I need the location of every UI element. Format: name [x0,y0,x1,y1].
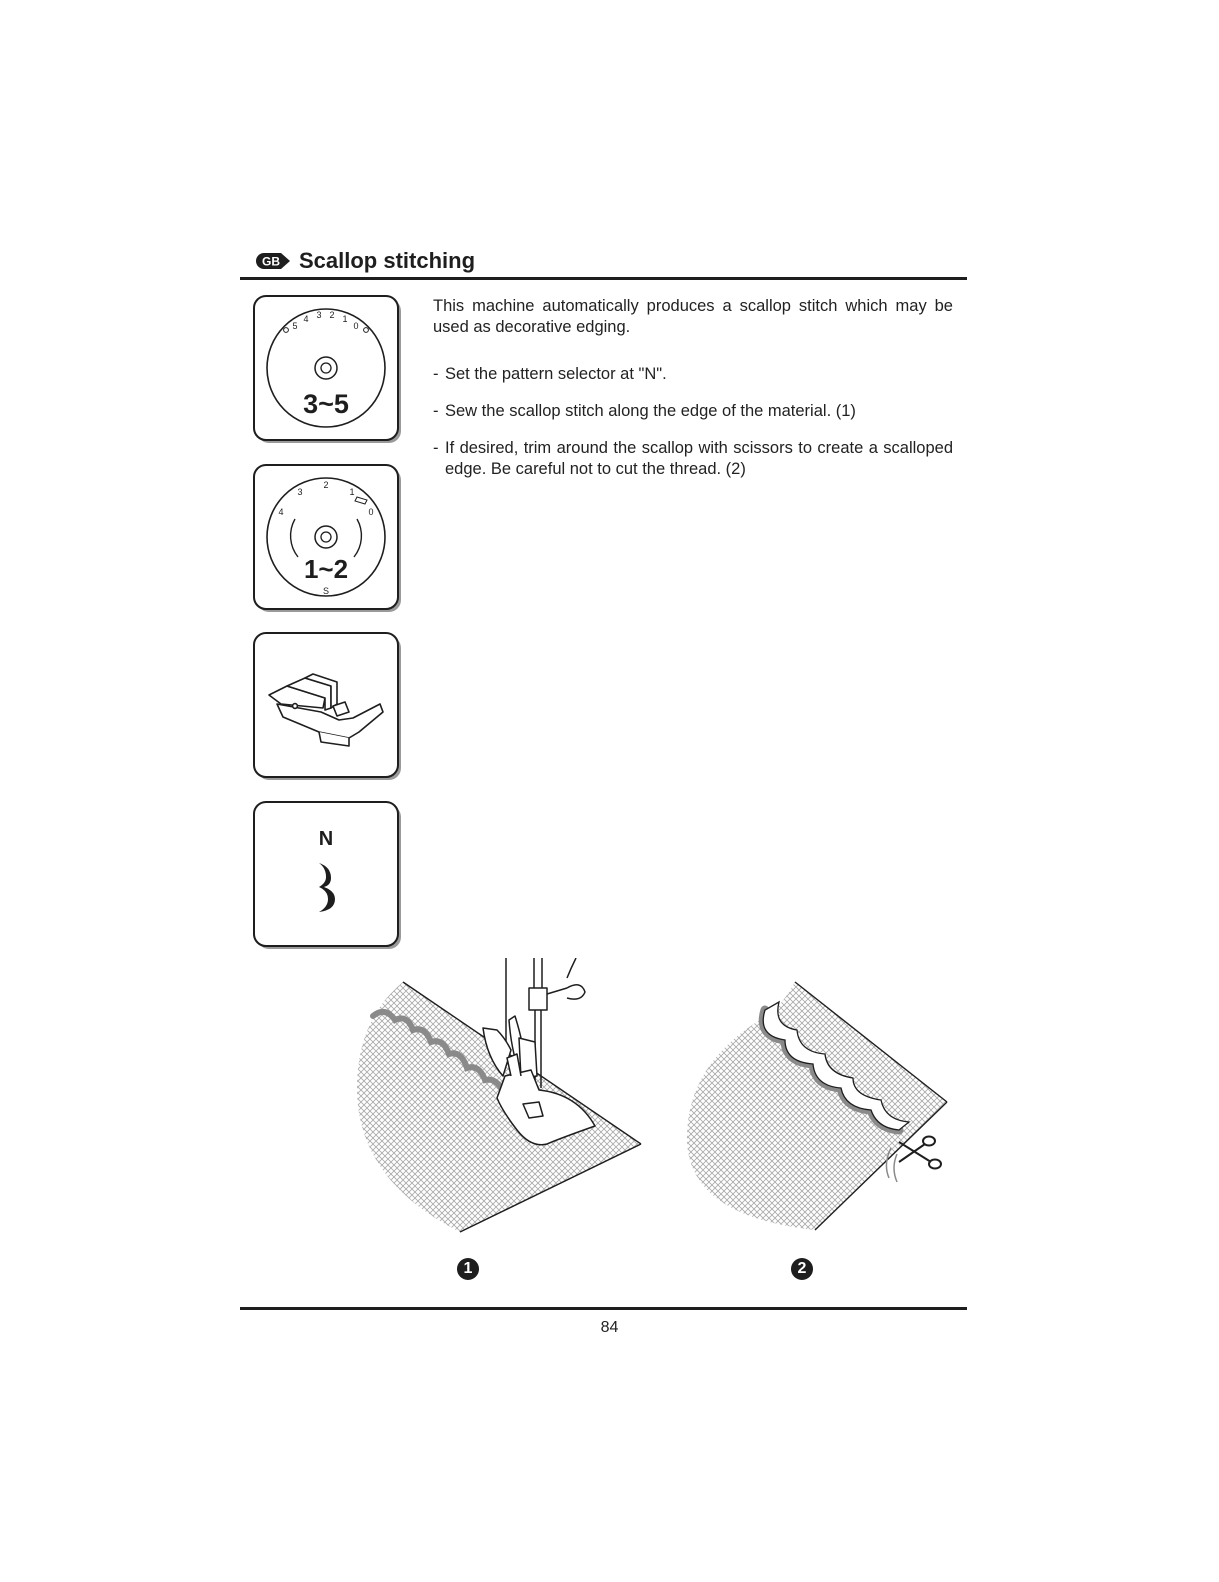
width-dial-value: 1~2 [303,554,349,584]
length-scale-2: 2 [329,310,335,320]
length-scale-4: 4 [303,314,309,324]
length-scale-3: 3 [316,310,322,320]
width-scale-3: 3 [297,487,303,497]
trimming-scallop-edge-illustration [685,978,955,1236]
top-rule [240,277,967,280]
sewing-scallop-edge-illustration [355,958,645,1236]
width-scale-1: 1 [349,487,355,497]
length-scale-1: 1 [342,314,348,324]
step-dash: - [433,365,439,383]
language-badge-label: GB [262,254,280,269]
width-scale-0: 0 [368,507,374,517]
length-scale-0: 0 [353,321,359,331]
step-text: Sew the scallop stitch along the edge of the material. (1) [445,402,856,420]
language-badge [255,252,291,270]
figure-marker-2: 2 [791,1258,813,1280]
section-header [252,246,967,278]
bottom-rule [240,1307,967,1310]
stitch-width-dial-panel [253,464,399,610]
intro-paragraph: This machine automatically produces a scallop stitch which may be used as decorative edging. [433,297,953,336]
page-title: Scallop stitching [299,248,476,273]
length-dial-value: 3~5 [303,389,349,419]
step-dash: - [433,439,439,457]
width-scale-2: 2 [323,480,329,490]
step-text: If desired, trim around the scallop with scissors to create a scalloped edge. Be careful not to cut the thread. (2) [445,439,953,478]
page-number: 84 [600,1319,619,1336]
figure-marker-1: 1 [457,1258,479,1280]
step-item [433,401,953,422]
step-item [433,438,953,480]
step-item [433,364,953,385]
pattern-selector-panel [253,801,399,947]
steps-list [433,364,953,480]
instructions [433,296,953,496]
stitch-length-dial-panel [253,295,399,441]
step-text: Set the pattern selector at "N". [445,365,667,383]
width-scale-4: 4 [278,507,284,517]
width-dial-sub-label: S [322,586,330,596]
pattern-letter: N [318,828,334,850]
step-dash: - [433,402,439,420]
presser-foot-panel [253,632,399,778]
length-scale-5: 5 [292,321,298,331]
